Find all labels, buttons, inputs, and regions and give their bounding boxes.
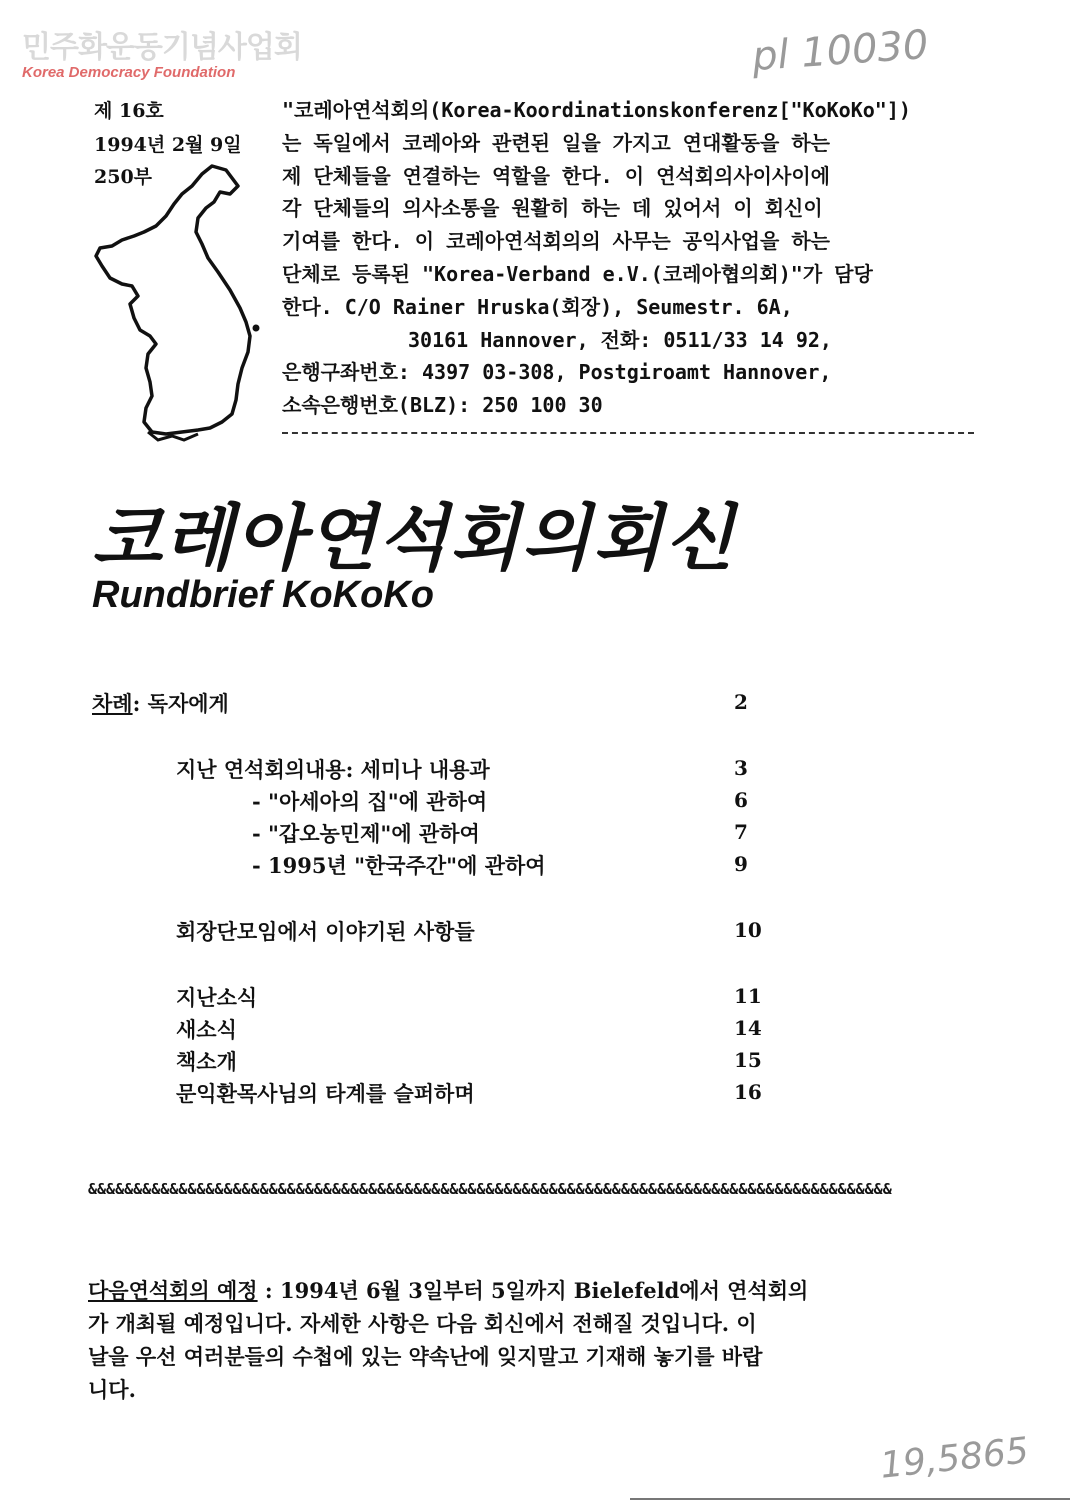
toc-item-page: 15 bbox=[734, 1048, 762, 1072]
header-line: 각 단체들의 의사소통을 원활히 하는 데 있어서 이 회신이 bbox=[282, 196, 823, 221]
watermark-english: Korea Democracy Foundation bbox=[22, 64, 236, 81]
toc-item-page: 9 bbox=[734, 852, 748, 876]
toc-item-text: 지난소식 bbox=[176, 985, 258, 1010]
toc-item-text: 새소식 bbox=[176, 1017, 237, 1042]
toc-item-text: - "갑오농민제"에 관하여 bbox=[252, 821, 480, 846]
header-line: 는 독일에서 코레아와 관련된 일을 가지고 연대활동을 하는 bbox=[282, 130, 830, 155]
bottom-divider bbox=[630, 1498, 1070, 1500]
toc-item-page: 7 bbox=[734, 820, 748, 844]
toc-item-page: 11 bbox=[734, 984, 762, 1008]
notice-line: 니다. bbox=[88, 1377, 136, 1402]
handwritten-page-number: 19,5865 bbox=[878, 1430, 1031, 1487]
header-line: 단체로 등록된 "Korea-Verband e.V.(코레아협의회)"가 담당 bbox=[282, 261, 873, 286]
header-line: 기여를 한다. 이 코레아연석회의의 사무는 공익사업을 하는 bbox=[282, 229, 830, 254]
toc-item-text: 문익환목사님의 타계를 슬퍼하며 bbox=[176, 1081, 475, 1106]
newsletter-title-german: Rundbrief KoKoKo bbox=[92, 574, 434, 616]
toc-item-page: 2 bbox=[734, 690, 748, 714]
header-line: 한다. C/O Rainer Hruska(회장), Seumestr. 6A, bbox=[282, 294, 793, 319]
notice-line: 가 개최될 예정입니다. 자세한 사항은 다음 회신에서 전해질 것입니다. 이 bbox=[88, 1311, 757, 1336]
toc-item-text: 독자에게 bbox=[147, 691, 229, 716]
next-meeting-notice bbox=[88, 1274, 978, 1406]
toc-item-text: - 1995년 "한국주간"에 관하여 bbox=[252, 853, 546, 878]
header-line: "코레아연석회의(Korea-Koordinationskonferenz["KoKoKo"]) bbox=[282, 98, 911, 122]
toc-item-page: 6 bbox=[734, 788, 748, 812]
toc-item-page: 14 bbox=[734, 1016, 762, 1040]
dashed-divider bbox=[282, 432, 974, 434]
address-line: 30161 Hannover, 전화: 0511/33 14 92, bbox=[408, 327, 832, 352]
issue-copies: 250부 bbox=[94, 166, 153, 188]
header-line: 제 단체들을 연결하는 역할을 한다. 이 연석회의사이사이에 bbox=[282, 163, 830, 188]
bank-account-line: 은행구좌번호: 4397 03-308, Postgiroamt Hannover, bbox=[282, 360, 832, 385]
issue-number: 제 16호 bbox=[94, 100, 164, 122]
notice-line: 날을 우선 여러분들의 수첩에 있는 약속난에 잊지말고 기재해 놓기를 바랍 bbox=[88, 1344, 763, 1369]
newsletter-title-korean: 코레아연석회의회신 bbox=[92, 496, 736, 580]
toc-first-entry: 차례: 독자에게 bbox=[92, 691, 229, 716]
notice-label: 다음연석회의 예정 bbox=[88, 1278, 258, 1303]
notice-text: 1994년 6월 3일부터 5일까지 Bielefeld에서 연석회의 bbox=[279, 1278, 809, 1303]
bank-code-line: 소속은행번호(BLZ): 250 100 30 bbox=[282, 393, 603, 418]
toc-item-text: 회장단모임에서 이야기된 사항들 bbox=[176, 919, 475, 944]
korea-map-icon bbox=[86, 160, 276, 450]
toc-label: 차례 bbox=[92, 691, 133, 716]
issue-date: 1994년 2월 9일 bbox=[94, 134, 242, 156]
notice-line: 다음연석회의 예정 : 1994년 6월 3일부터 5일까지 Bielefeld에서 연석회의 bbox=[88, 1278, 809, 1303]
header-description bbox=[282, 94, 982, 422]
toc-item-text: 지난 연석회의내용: 세미나 내용과 bbox=[176, 757, 490, 782]
handwritten-archive-number: pl 10030 bbox=[750, 21, 930, 81]
toc-item-text: 책소개 bbox=[176, 1049, 237, 1074]
watermark-korean: 민주화운동기념사업회 bbox=[22, 30, 302, 65]
toc-item-page: 16 bbox=[734, 1080, 762, 1104]
toc-item-page: 3 bbox=[734, 756, 748, 780]
toc-item-text: - "아세아의 집"에 관하여 bbox=[252, 789, 488, 814]
ampersand-separator: &&&&&&&&&&&&&&&&&&&&&&&&&&&&&&&&&&&&&&&&&&&&&&&&&&&&&&&&&&&&&&&&&&&&&&&&&&&&&&&&&&&&&&&&& bbox=[88, 1180, 892, 1198]
toc-item-page: 10 bbox=[734, 918, 762, 942]
